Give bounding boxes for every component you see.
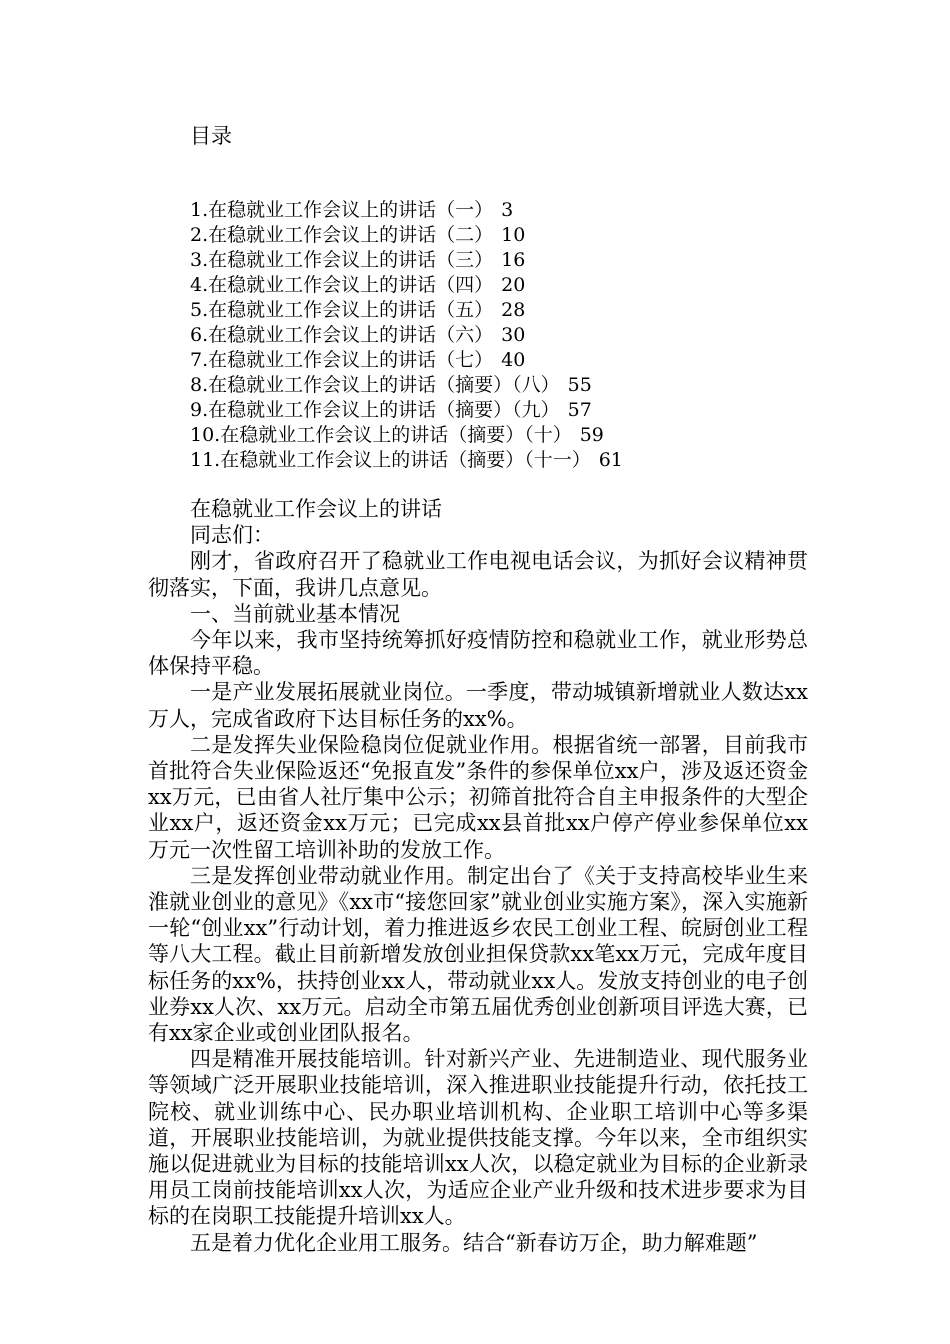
toc-item-label: 11.在稳就业工作会议上的讲话（摘要）（十一） <box>190 449 591 471</box>
toc-item[interactable] <box>190 223 623 248</box>
paragraph: 四是精准开展技能培训。针对新兴产业、先进制造业、现代服务业等领域广泛开展职业技能培训，深入推进职业技能提升行动，依托技工院校、就业训练中心、民办职业培训机构、企业职工培训中心等多渠道，开展职业技能培训，为就业提供技能支撑。今年以来，全市组织实施以促进就业为目标的技能培训xx人次，以稳定就业为目标的企业新录用员工岗前技能培训xx人次，为适应企业产业升级和技术进步要求为目标的在岗职工技能提升培训xx人。 <box>148 1047 808 1229</box>
section-heading: 一、当前就业基本情况 <box>190 601 400 626</box>
toc-item[interactable] <box>190 373 623 398</box>
toc-item-label: 8.在稳就业工作会议上的讲话（摘要）（八） <box>190 374 560 396</box>
toc-item[interactable] <box>190 323 623 348</box>
toc-item-label: 6.在稳就业工作会议上的讲话（六） <box>190 324 494 346</box>
toc-item[interactable] <box>190 398 623 423</box>
toc-item-label: 10.在稳就业工作会议上的讲话（摘要）（十） <box>190 424 572 446</box>
toc-item[interactable] <box>190 298 623 323</box>
toc-item[interactable] <box>190 248 623 273</box>
toc-item-page: 59 <box>579 424 604 446</box>
toc-item-label: 9.在稳就业工作会议上的讲话（摘要）（九） <box>190 399 560 421</box>
toc-item-label: 3.在稳就业工作会议上的讲话（三） <box>190 249 494 271</box>
paragraph: 今年以来，我市坚持统筹抓好疫情防控和稳就业工作，就业形势总体保持平稳。 <box>148 628 808 679</box>
toc-item-page: 28 <box>501 299 526 321</box>
toc-item[interactable] <box>190 348 623 373</box>
toc-item[interactable] <box>190 273 623 298</box>
toc-item-page: 40 <box>501 349 526 371</box>
toc-item-label: 5.在稳就业工作会议上的讲话（五） <box>190 299 494 321</box>
toc-item-page: 30 <box>501 324 526 346</box>
toc-item-page: 57 <box>567 399 592 421</box>
toc-item-page: 55 <box>567 374 592 396</box>
paragraph: 一是产业发展拓展就业岗位。一季度，带动城镇新增就业人数达xx万人，完成省政府下达目标任务的xx%。 <box>148 680 808 731</box>
paragraph: 刚才，省政府召开了稳就业工作电视电话会议，为抓好会议精神贯彻落实，下面，我讲几点意见。 <box>148 549 808 600</box>
paragraph: 二是发挥失业保险稳岗位促就业作用。根据省统一部署，目前我市首批符合失业保险返还“免报直发”条件的参保单位xx户，涉及返还资金xx万元，已由省人社厅集中公示；初筛首批符合自主申报条件的大型企业xx户，返还资金xx万元；已完成xx县首批xx户停产停业参保单位xx万元一次性留工培训补助的发放工作。 <box>148 732 808 862</box>
toc-item-page: 61 <box>598 449 623 471</box>
toc-list <box>190 198 623 473</box>
toc-item-page: 3 <box>501 199 514 221</box>
toc-item-label: 7.在稳就业工作会议上的讲话（七） <box>190 349 494 371</box>
toc-item[interactable] <box>190 448 623 473</box>
salutation: 同志们： <box>190 523 274 548</box>
paragraph: 三是发挥创业带动就业作用。制定出台了《关于支持高校毕业生来淮就业创业的意见》《xx市“接您回家”就业创业实施方案》，深入实施新一轮“创业xx”行动计划，着力推进返乡农民工创业工程、皖厨创业工程等八大工程。截止目前新增发放创业担保贷款xx笔xx万元，完成年度目标任务的xx%，扶持创业xx人，带动就业xx人。发放支持创业的电子创业券xx人次、xx万元。启动全市第五届优秀创业创新项目评选大赛，已有xx家企业或创业团队报名。 <box>148 863 808 1046</box>
article-body <box>148 496 808 1256</box>
toc-item-page: 10 <box>501 224 526 246</box>
paragraph: 五是着力优化企业用工服务。结合“新春访万企，助力解难题” <box>190 1230 758 1255</box>
article-title: 在稳就业工作会议上的讲话 <box>190 497 442 521</box>
toc-item[interactable] <box>190 423 623 448</box>
toc-item-label: 1.在稳就业工作会议上的讲话（一） <box>190 199 494 221</box>
toc-item-label: 4.在稳就业工作会议上的讲话（四） <box>190 274 494 296</box>
toc-item-label: 2.在稳就业工作会议上的讲话（二） <box>190 224 494 246</box>
toc-item-page: 20 <box>501 274 526 296</box>
toc-item-page: 16 <box>501 249 526 271</box>
toc-title: 目录 <box>190 124 232 148</box>
toc-item[interactable] <box>190 198 623 223</box>
